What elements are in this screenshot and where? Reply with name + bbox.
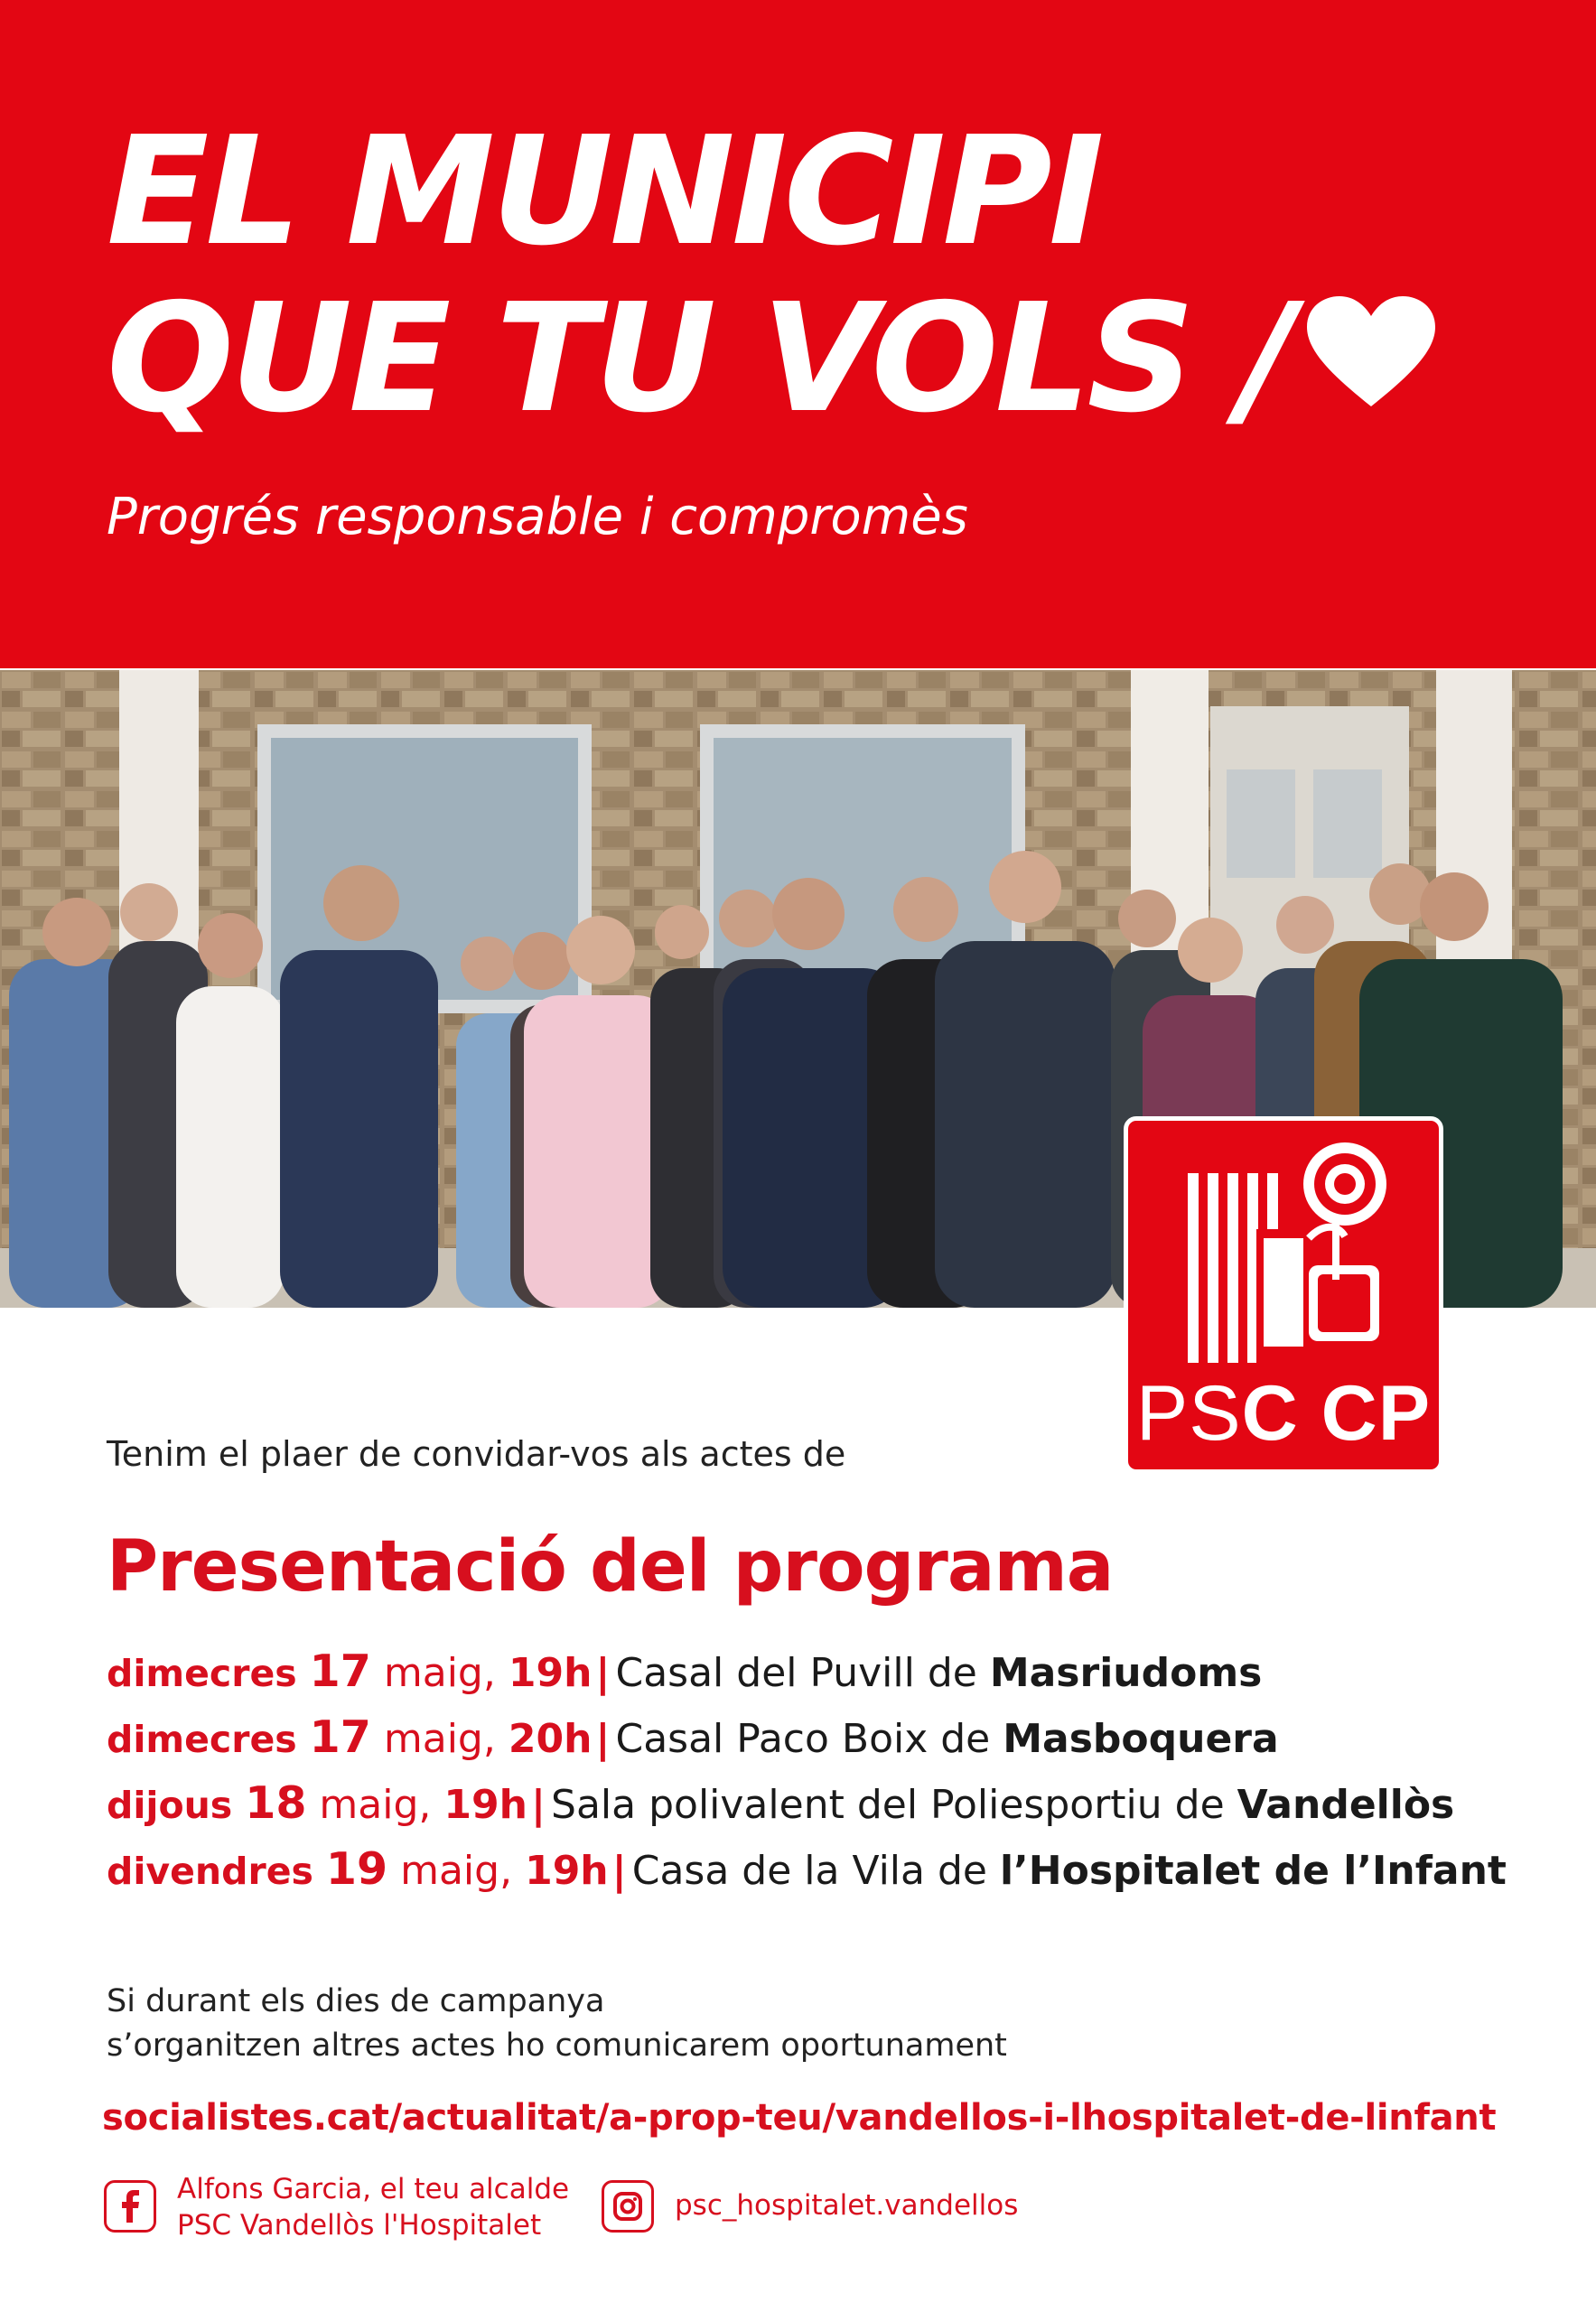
subtitle: Progrés responsable i compromès <box>107 488 968 546</box>
section-title: Presentació del programa <box>107 1526 1114 1608</box>
heart-icon <box>1303 275 1439 443</box>
page-title <box>107 105 1439 446</box>
event-weekday: dimecres <box>107 1718 297 1761</box>
event-list <box>107 1645 1507 1909</box>
header-banner <box>0 0 1596 668</box>
event-weekday: dimecres <box>107 1652 297 1695</box>
event-weekday: dijous <box>107 1784 233 1827</box>
event-time: 19h <box>443 1782 527 1828</box>
event-venue: Casal del Puvill de <box>615 1650 977 1696</box>
event-separator: | <box>611 1848 627 1894</box>
logo-text <box>1128 1369 1439 1459</box>
logo-text-cp: CP <box>1321 1370 1432 1457</box>
event-month: maig, <box>319 1782 432 1828</box>
event-item <box>107 1711 1507 1777</box>
event-separator: | <box>595 1650 611 1696</box>
event-item <box>107 1645 1507 1711</box>
title-line-2-text: QUE TU VOLS / <box>107 272 1292 446</box>
note-line-2: s’organitzen altres actes ho comunicarem oportunament <box>107 2028 1007 2064</box>
facebook-text <box>177 2171 569 2243</box>
logo-text-ps: PS <box>1135 1370 1242 1457</box>
event-weekday: divendres <box>107 1850 313 1893</box>
campaign-note <box>107 1980 1007 2068</box>
event-day: 17 <box>309 1711 371 1763</box>
psc-cp-logo <box>1124 1116 1443 1474</box>
event-month: maig, <box>400 1848 513 1894</box>
event-separator: | <box>530 1782 546 1828</box>
event-place: Vandellòs <box>1237 1782 1455 1828</box>
intro-text: Tenim el plaer de convidar-vos als actes de <box>107 1434 846 1474</box>
event-item <box>107 1843 1507 1909</box>
event-month: maig, <box>383 1650 496 1696</box>
event-item <box>107 1777 1507 1843</box>
note-line-1: Si durant els dies de campanya <box>107 1983 605 2019</box>
instagram-handle: psc_hospitalet.vandellos <box>675 2189 1019 2222</box>
title-line-2 <box>107 272 1439 446</box>
rose-fist-icon <box>1128 1130 1439 1374</box>
event-place: Masboquera <box>1003 1716 1279 1762</box>
logo-text-c: C <box>1241 1370 1299 1457</box>
event-day: 17 <box>309 1645 371 1697</box>
event-time: 19h <box>508 1650 593 1696</box>
facebook-icon <box>104 2180 156 2233</box>
website-link[interactable]: socialistes.cat/actualitat/a-prop-teu/vandellos-i-lhospitalet-de-linfant <box>102 2097 1497 2139</box>
title-line-1: EL MUNICIPI <box>107 105 1101 279</box>
event-day: 18 <box>245 1777 307 1829</box>
facebook-line-2: PSC Vandellòs l'Hospitalet <box>177 2209 542 2242</box>
event-time: 19h <box>525 1848 609 1894</box>
instagram-icon <box>602 2180 654 2233</box>
event-venue: Sala polivalent del Poliesportiu de <box>551 1782 1225 1828</box>
event-venue: Casal Paco Boix de <box>615 1716 991 1762</box>
event-venue: Casa de la Vila de <box>631 1848 987 1894</box>
facebook-line-1: Alfons Garcia, el teu alcalde <box>177 2173 570 2205</box>
event-separator: | <box>595 1716 611 1762</box>
event-month: maig, <box>383 1716 496 1762</box>
event-place: Masriudoms <box>989 1650 1263 1696</box>
event-place: l’Hospitalet de l’Infant <box>999 1848 1507 1894</box>
event-time: 20h <box>508 1716 593 1762</box>
event-day: 19 <box>325 1843 388 1895</box>
